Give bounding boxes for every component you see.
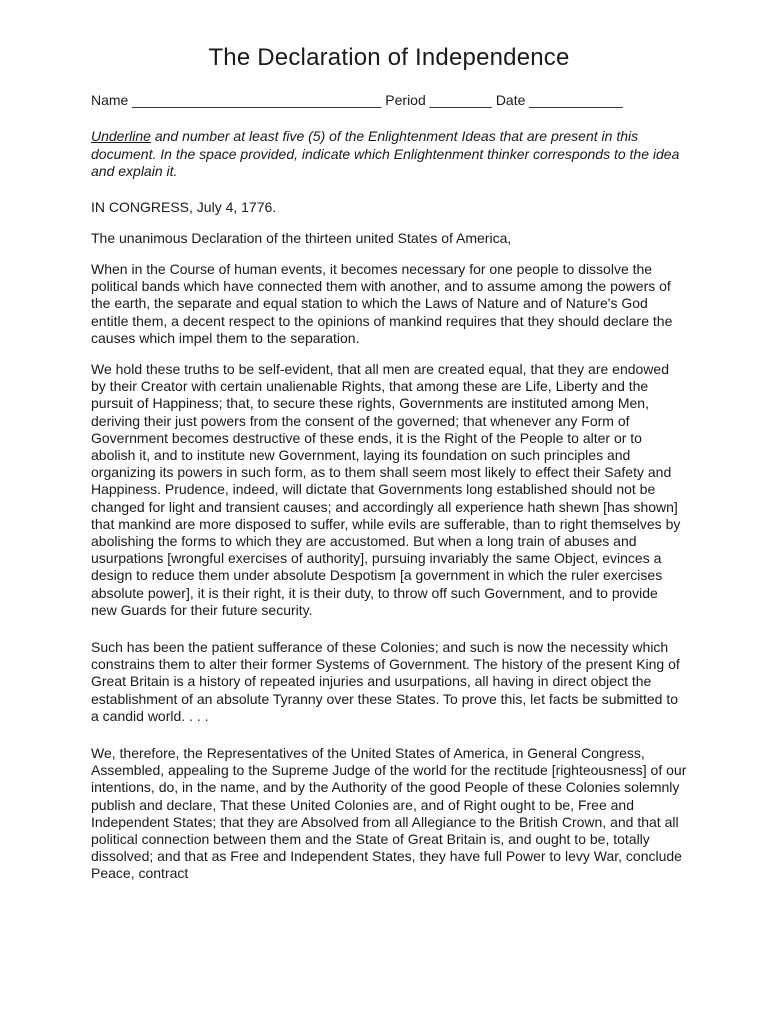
preamble-paragraph: When in the Course of human events, it becomes necessary for one people to dissolve the political bands which have connected them with another, and to assume among the powers of the earth, the separate and equal station to which the Laws of Nature and of Nature's God entitle them, a decent respect to the opinions of mankind requires that they should declare the causes which impel them to the separation. <box>91 260 673 346</box>
student-info-fields[interactable]: Name ________________________________ Period ________ Date ____________ <box>91 92 623 108</box>
congress-date-line: IN CONGRESS, July 4, 1776. <box>91 198 277 215</box>
document-page <box>91 44 687 897</box>
declaration-heading-line: The unanimous Declaration of the thirteen united States of America, <box>91 229 512 246</box>
assignment-instructions <box>91 128 687 181</box>
document-title: The Declaration of Independence <box>208 44 570 71</box>
colonies-sufferance-paragraph: Such has been the patient sufferance of these Colonies; and such is now the necessity which constrains them to alter their former Systems of Government. The history of the present King of Great Britain is a history of repeated injuries and usurpations, all having in direct object the establishment of an absolute Tyranny over these States. To prove this, let facts be submitted to a candid world. . . . <box>91 638 680 724</box>
self-evident-truths-paragraph: We hold these truths to be self-evident, that all men are created equal, that they are endowed by their Creator with certain unalienable Rights, that among these are Life, Liberty and the pursuit of Happiness; that, to secure these rights, Governments are instituted among Men, deriving their just powers from the consent of the governed; that whenever any Form of Government becomes destructive of these ends, it is the Right of the People to alter or to abolish it, and to institute new Government, laying its foundation on such principles and organizing its powers in such form, as to them shall seem most likely to effect their Safety and Happiness. Prudence, indeed, will dictate that Governments long established should not be changed for light and transient causes; and accordingly all experience hath shewn [has shown] that mankind are more disposed to suffer, while evils are sufferable, than to right themselves by abolishing the forms to which they are accustomed. But when a long train of abuses and usurpations [wrongful exercises of authority], pursuing invariably the same Object, evinces a design to reduce them under absolute Despotism [a government in which the ruler exercises absolute power], it is their right, it is their duty, to throw off such Government, and to provide new Guards for their future security. <box>91 360 681 618</box>
underline-keyword: Underline <box>91 128 151 144</box>
conclusion-paragraph: We, therefore, the Representatives of the United States of America, in General Congress, Assembled, appealing to the Supreme Judge of the world for the rectitude [righteousness] of our intentions, do, in the name, and by the Authority of the good People of these Colonies solemnly publish and declare, That these United Colonies are, and of Right ought to be, Free and Independent States; that they are Absolved from all Allegiance to the British Crown, and that all political connection between them and the State of Great Britain is, and ought to be, totally dissolved; and that as Free and Independent States, they have full Power to levy War, conclude Peace, contract <box>91 744 687 882</box>
instructions-text: and number at least five (5) of the Enlightenment Ideas that are present in this document. In the space provided, indicate which Enlightenment thinker corresponds to the idea and explain it. <box>91 128 680 179</box>
